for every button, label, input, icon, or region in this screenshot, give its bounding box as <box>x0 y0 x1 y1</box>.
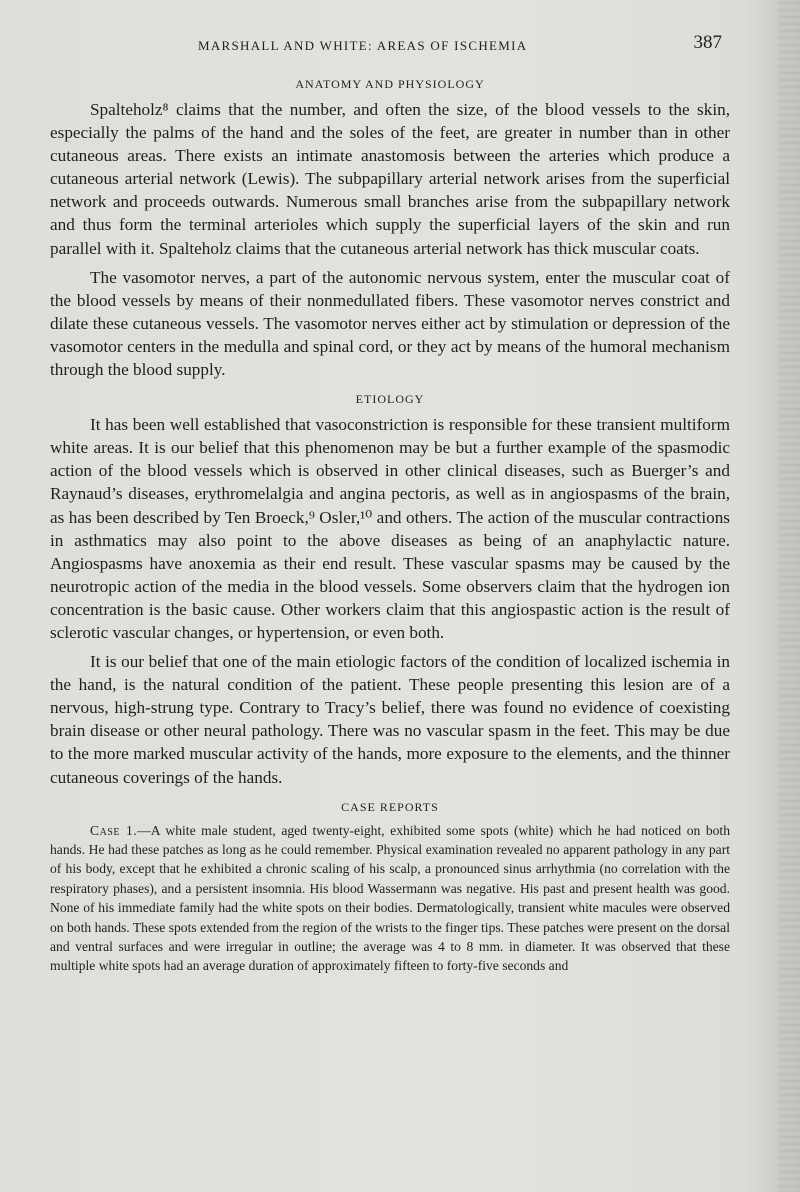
etiology-paragraph-1: It has been well established that vasoconstriction is responsible for these transient multiform white areas. It is our belief that this phenomenon may be but a further example of the spasmodic action of the blood vessels which is observed in other clinical diseases, such as Buerger’s and Raynaud’s diseases, erythromelalgia and angina pectoris, as well as in angiospasms of the brain, as has been described by Ten Broeck,⁹ Osler,¹⁰ and others. The action of the muscular contractions in asthmatics may also point to the above diseases as being of an anaphylactic nature. Angiospasms have anoxemia as their end result. These vascular spasms may be caused by the neurotropic action of the media in the blood vessels. Some observers claim that the hydrogen ion concentration is the basic cause. Other workers claim that this angiospastic action is the result of sclerotic vascular changes, or hypertension, or even both. <box>50 415 730 642</box>
case-1-paragraph <box>50 821 730 976</box>
etiology-paragraph-2: It is our belief that one of the main etiologic factors of the condition of localized ischemia in the hand, is the natural condition of the patient. These people presenting this lesion are of a nervous, high-strung type. Contrary to Tracy’s belief, there was found no evidence of coexisting brain disease or other neural pathology. There was no vascular spasm in the feet. This may be due to the more marked muscular activity of the hands, more exposure to the elements, and the thinner cutaneous coverings of the hands. <box>50 652 730 787</box>
page-header <box>198 34 722 58</box>
anatomy-paragraph-2: The vasomotor nerves, a part of the autonomic nervous system, enter the muscular coat of the blood vessels by means of their nonmedullated fibers. These vasomotor nerves constrict and dilate these cutaneous vessels. The vasomotor nerves either act by stimulation or depression of the vasomotor centers in the medulla and spinal cord, or they act by means of the humoral mechanism through the blood supply. <box>50 267 730 380</box>
page-number: 387 <box>693 32 722 53</box>
section-title-case-reports: CASE REPORTS <box>341 799 439 814</box>
section-title-etiology: ETIOLOGY <box>355 392 425 407</box>
page-edge <box>778 0 800 1192</box>
running-head: MARSHALL AND WHITE: AREAS OF ISCHEMIA <box>198 38 528 53</box>
section-title-anatomy: ANATOMY AND PHYSIOLOGY <box>295 77 485 91</box>
case-1-label: Case 1. <box>90 822 138 838</box>
case-1-text: —A white male student, aged twenty-eight, exhibited some spots (white) which he had noticed on both hands. He had these patches as long as he could remember. Physical examination revealed no apparent pathology in any part of his body, except that he exhibited a chronic scaling of his scalp, a pronounced sinus arrhythmia (no correlation with the respiratory phases), and a persistent insomnia. His blood Wassermann was negative. His past and present health was good. None of his immediate family had the white spots on their bodies. Dermatologically, transient white macules were observed on both hands. These spots extended from the region of the wrists to the finger tips. These patches were present on the dorsal and ventral surfaces and were irregular in outline; the average was 4 to 8 mm. in diameter. It was observed that these multiple white spots had an average duration of approximately fifteen to forty-five seconds and <box>50 822 730 974</box>
article-body <box>50 76 730 976</box>
anatomy-paragraph-1: Spalteholz⁸ claims that the number, and often the size, of the blood vessels to the skin, especially the palms of the hand and the soles of the feet, are greater in number than in other cutaneous areas. There exists an intimate anastomosis between the arteries which produce a cutaneous arterial network (Lewis). The subpapillary arterial network arises from the superficial network and proceeds outwards. Numerous small branches arise from the subpapillary network and thus form the terminal arterioles which supply the superficial layers of the skin and run parallel with it. Spalteholz claims that the cutaneous arterial network has thick muscular coats. <box>50 100 730 258</box>
